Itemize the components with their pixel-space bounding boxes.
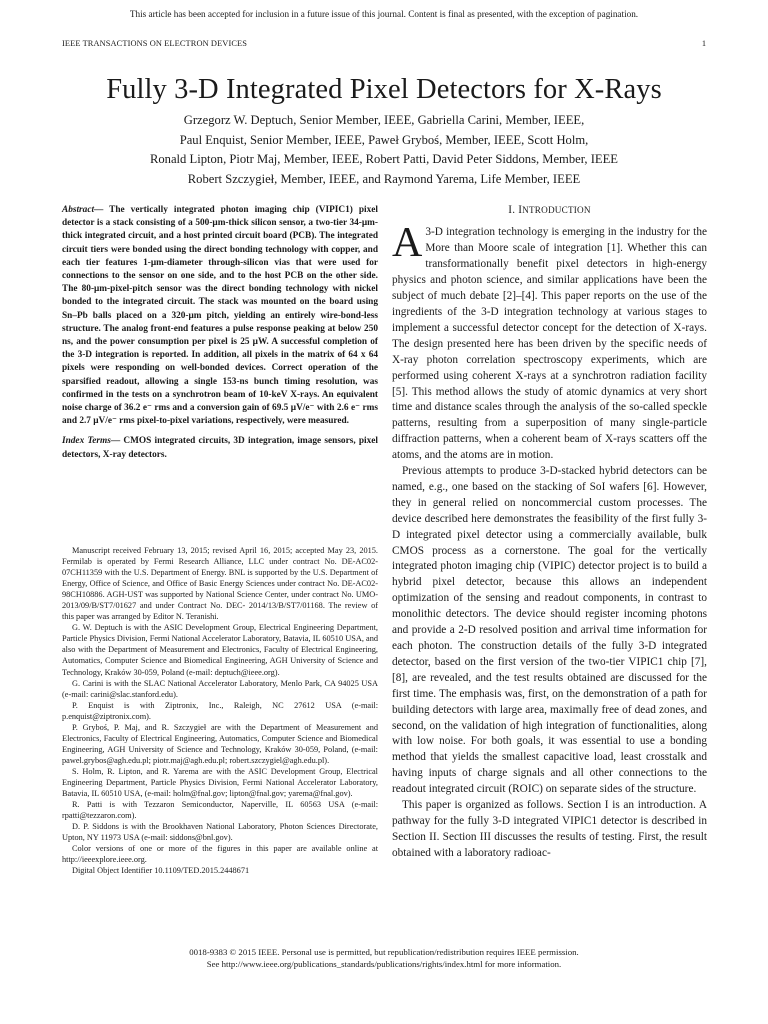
author-line: Grzegorz W. Deptuch, Senior Member, IEEE, Gabriella Carini, Member, IEEE, xyxy=(183,113,585,127)
author-list xyxy=(0,111,768,189)
paper-title: Fully 3-D Integrated Pixel Detectors for X-Rays xyxy=(106,74,662,105)
rights-line: See http://www.ieee.org/publications_standards/publications/rights/index.html for more information. xyxy=(206,958,562,969)
footnote: G. W. Deptuch is with the ASIC Development Group, Electrical Engineering Department, Particle Physics Division, Fermi National Accelerator Laboratory, Batavia, IL 60510 USA, and also with the Department of Measurement and Electronics, Faculty of Electrical Engineering, Automatics, Computer Science and Biomedical Engineering, AGH University of Science and Technology, Kraków 30-059, Poland (e-mail: deptuch@ieee.org). xyxy=(62,623,378,677)
paragraph: This paper is organized as follows. Section I is an introduction. A pathway for the fully 3-D integrated VIPIC1 detector is described in Section II. Section III discusses the results of testing. First, the result obtained with a laboratory radioac- xyxy=(392,799,707,859)
section-number: I. xyxy=(508,204,516,216)
footnote: Manuscript received February 13, 2015; revised April 16, 2015; accepted May 23, 2015. Fermilab is operated by Fermi Research Alliance, LLC under contract No. DE-AC02-07CH11359 with the U.S. Department of Energy. BNL is supported by the U.S. Department of Energy, Office of Science, and Office of Basic Energy Sciences under contract No. DE-AC02-98CH10886. AGH-UST was supported by National Science Center, under contract No. UMO-2013/09/B/ST7/01627 and under Contract No. DEC- 2014/13/B/ST7/01168. The review of this paper was arranged by Editor N. Teranishi. xyxy=(62,546,378,622)
paragraph-text: 3-D integration technology is emerging in the industry for the More than Moore scale of integration [1]. Whether this can transformationally benefit pixel detectors in high-energy physics and photon science, and similar applications have been the subject of much debate [2]–[4]. This paper reports on the use of the ingredients of the 3-D integration technology at various stages to implement a successful detector concept for the detection of X-rays. The design presented here has been driven by the specific needs of X-ray photon correlation spectroscopy experiments, which are performed using coherent X-rays at a synchrotron radiation facility [5]. This method allows the study of atomic dynamics at very short time and distance scales through the analysis of the so-called speckle patterns, resulting from a superposition of many single-particle diffraction patterns, when a coherent beam of X-rays scatters off the atoms, and the atoms are in motion. xyxy=(392,226,707,462)
abstract xyxy=(62,204,378,428)
acceptance-banner: This article has been accepted for inclusion in a future issue of this journal. Content is final as presented, with the exception of pagination. xyxy=(129,9,639,19)
footnote: S. Holm, R. Lipton, and R. Yarema are with the ASIC Development Group, Electrical Engineering Department, Particle Physics Division, Fermi National Accelerator Laboratory, Batavia, IL 60510 USA, (e-mail: holm@fnal.gov; lipton@fnal.gov; yarema@fnal.gov). xyxy=(62,766,378,799)
index-terms xyxy=(62,435,378,461)
author-line: Paul Enquist, Senior Member, IEEE, Paweł Gryboś, Member, IEEE, Scott Holm, xyxy=(179,132,589,147)
section-title-initial: I xyxy=(518,204,523,216)
abstract-text: — The vertically integrated photon imaging chip (VIPIC1) pixel detector is a stack consisting of a 500-μm-thick silicon sensor, a two-tier 34-μm-thick integrated circuit, and a host printed circuit board (PCB). The integrated circuit tiers were bonded using the direct bonding technology with copper, and each tier features 1-μm-diameter through-silicon vias that were used for connections to the sensor on one side, and to the host PCB on the other side. The 80-μm-pixel-pitch sensor was the direct bonding technology with nickel bonded to the integrated circuit. The stack was mounted on the board using Sn–Pb balls placed on a 320-μm pitch, yielding an entirely wire-bond-less structure. The analog front-end features a pulse response peaking at below 250 ns, and the power consumption per pixel is 25 μW. A successful completion of the 3-D integration is reported. In addition, all pixels in the matrix of 64 x 64 pixels were responding on well-bonded devices. Correct operation of the sparsified readout, allowing a single 153-ns bunch timing resolution, was confirmed in the tests on a synchrotron beam of 10-keV X-rays. An equivalent noise charge of 36.2 e⁻ rms and a conversion gain of 69.5 μV/e⁻ with 2.6 e⁻ rms and 2.7 μV/e⁻ rms pixel-to-pixel variations, respectively, were measured. xyxy=(62,205,378,427)
index-terms-text: — CMOS integrated circuits, 3D integration, image sensors, pixel detectors, X-ray detectors. xyxy=(62,436,378,460)
section-title-rest: NTRODUCTION xyxy=(522,205,591,215)
running-head: IEEE TRANSACTIONS ON ELECTRON DEVICES xyxy=(62,39,247,48)
page-number: 1 xyxy=(701,39,706,48)
footnote: Color versions of one or more of the figures in this paper are available online at http://ieeexplore.ieee.org. xyxy=(62,844,378,865)
footnote: P. Gryboś, P. Maj, and R. Szczygieł are with the Department of Measurement and Electronics, Faculty of Electrical Engineering, Automatics, Computer Science and Biomedical Engineering, AGH University of Science and Technology, Kraków 30-059, Poland, (e-mail: pawel.grybos@agh.edu.pl; piotr.maj@agh.edu.pl; robert.szczygiel@agh.edu.pl). xyxy=(62,722,378,765)
author-line: Robert Szczygieł, Member, IEEE, and Raymond Yarema, Life Member, IEEE xyxy=(187,171,581,186)
footnote: G. Carini is with the SLAC National Accelerator Laboratory, Menlo Park, CA 94025 USA (e-mail: carini@slac.stanford.edu). xyxy=(62,678,378,699)
doi-note: Digital Object Identifier 10.1109/TED.2015.2448671 xyxy=(72,866,250,876)
footnote: P. Enquist is with Ziptronix, Inc., Raleigh, NC 27612 USA (e-mail: p.enquist@ziptronix.com). xyxy=(62,700,378,721)
right-column xyxy=(392,202,707,862)
left-column xyxy=(62,204,378,462)
copyright-line: 0018-9383 © 2015 IEEE. Personal use is permitted, but republication/redistribution requires IEEE permission. xyxy=(189,947,579,957)
drop-cap: A xyxy=(392,220,423,267)
footnote: R. Patti is with Tezzaron Semiconductor, Naperville, IL 60563 USA (e-mail: rpatti@tezzaron.com). xyxy=(62,800,378,821)
section-heading xyxy=(392,202,707,218)
abstract-label: Abstract xyxy=(62,205,95,215)
footnotes xyxy=(62,545,378,876)
copyright-footer xyxy=(0,947,768,971)
index-terms-label: Index Terms xyxy=(62,436,111,447)
paragraph: Previous attempts to produce 3-D-stacked hybrid detectors can be named, e.g., one based on the stacking of SoI wafers [6]. However, they in general relied on noncommercial custom processes. The device described here demonstrates the feasibility of the first fully 3-D integrated pixel detector using a commercially available, bulk CMOS process as a cornerstone. The goal for the vertically integrated photon imaging chip (VIPIC) detector project is to build a hybrid pixel detector, because this allows an independent optimization of the sensing and readout components, in contrast to monolithic detectors. The device should register incoming photons and provide a 2-D resolved position and arrival time information for each photon. The construction details of the fully 3-D integrated detector, based on the first version of the two-tier VIPIC1 chip [7], [8], are revealed, and the test results obtained are discussed for the first time. The emphasis was, first, on the demonstration of a path for building detectors with large area, maximally free of dead zones, and second, on the validation of high integration of functionalities, along with low noise. For both goals, it was essential to use a bonding method that yields the smallest capacitive load, least crosstalk and having inputs of charge signals and all other connections to the readout integrated circuit (ROIC) on separate sides of the structure. xyxy=(392,465,707,796)
author-line: Ronald Lipton, Piotr Maj, Member, IEEE, Robert Patti, David Peter Siddons, Member, IEEE xyxy=(149,152,619,166)
footnote: D. P. Siddons is with the Brookhaven National Laboratory, Photon Sciences Directorate, Upton, NY 11973 USA (e-mail: siddons@bnl.gov). xyxy=(62,822,378,843)
paragraph xyxy=(392,220,707,464)
